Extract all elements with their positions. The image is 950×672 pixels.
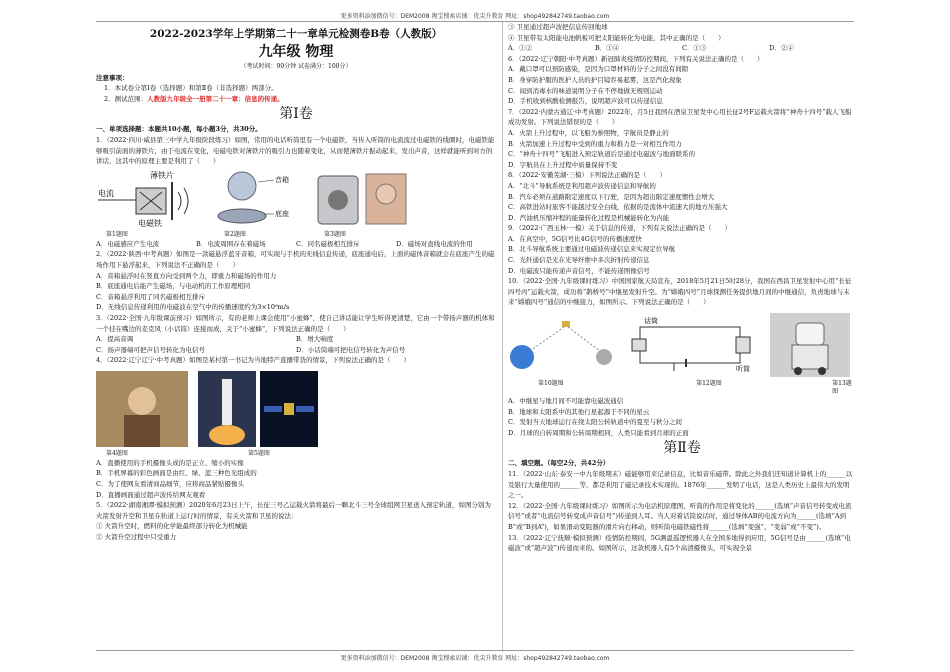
option-2d[interactable]: D．无线信息传递利用的电磁波在空气中的传播速度约为3×10⁸m/s (96, 303, 290, 312)
question-8: 8．（2022·安徽芜湖·三模）下列说法正确的是（ ） (508, 171, 667, 180)
question-4: 4．（2022·辽宁辽宁·中考真题）如图是某村第一书记为当地特产直播带货的情景，下列说法正确的是（ ） (96, 356, 411, 365)
option-6a[interactable]: A．戴口罩可以预防感染，是因为口罩材料的分子之间没有间隙 (508, 65, 689, 74)
option-3c[interactable]: C．扬声器端可把声信号转化为电信号 (96, 345, 205, 354)
option-4a[interactable]: A．直播使用的手机摄像头成的是正立、缩小的实像 (96, 458, 244, 467)
option-9c[interactable]: C．光纤通信是光在光导纤维中多次折射传递信息 (508, 256, 650, 265)
option-4d[interactable]: D．直播画面通过超声波传给网友观看 (96, 490, 206, 499)
section-2-title: 第Ⅱ卷 (663, 440, 701, 457)
question-7: 7．（2022·内蒙古通辽·中考真题）2022年，月5日我国在酒泉卫星发中心用长征2号F运载火箭将“神舟十四号”载人飞船成功发射。下列说法错误的是（ ） (508, 107, 852, 127)
figure-captions-10-13 (508, 380, 856, 396)
option-9a[interactable]: A．在真空中，5G信号比4G信号的传播速度快 (508, 234, 642, 243)
options-3 (96, 334, 496, 355)
figure-10-relay-satellite (508, 313, 618, 377)
option-1a[interactable]: A．电磁感应产生电流 (96, 239, 160, 248)
caption-fig-12: 第12题图 (696, 380, 722, 388)
note-2-prefix: 2．测试范围： (104, 94, 148, 103)
figure-2-maglev-speaker (214, 170, 304, 228)
question-10: 10．（2022·全国·九年级课时练习）中国国家航天局宣布，2018年5月21日5时28分，我国在西昌卫星发射中心用“长征四号丙”运载火箭，成功将“鹊桥号”中继星发射升空。为“嫦娥四号”月球探测任务提供地月间的中继通信，负责地球与未来“嫦娥四号”通信的中继接力，如图所示。下列说法正确的是（ ） (508, 277, 852, 307)
question-6: 6．（2022·辽宁朝阳·中考真题）新冠肺炎疫情防控期间，下列有关说法正确的是（ ） (508, 54, 764, 63)
question-2: 2．（2022·陕西·中考真题）如图是一款磁悬浮蓝牙音箱，可实现与手机的无线信息传递，底座通电后，上面的磁体音箱就会在底座产生的磁场作用下悬浮起来，下列说法不正确的是（ ） (96, 250, 495, 269)
header-watermark: 更多资料添加微信号：DEM2008 淘宝搜索店铺：优尖升教育 网址：shop492842749.taobao.com (340, 13, 610, 20)
option-7a[interactable]: A．火箭上升过程中，以飞船为参照物，宇航员是静止的 (508, 128, 669, 137)
caption-fig-13: 第13题图 (832, 380, 852, 396)
option-10c[interactable]: C．发射当天地球运行在绕太阳公转轨道中的夏至与秋分之间 (508, 418, 682, 427)
figure-12-telephone-circuit (624, 313, 764, 377)
option-5b[interactable]: B．①④ (595, 44, 620, 53)
option-6b[interactable]: B．身穿防护服的医护人员的护目镜容易起雾，这是汽化现象 (508, 75, 682, 84)
question-1: 1．（2022·四川·威县第三中学九年级阶段练习）如图，常用的电话听筒里有一个电磁铁，当传入听筒的电流流过电磁铁的线圈时，电磁铁能够吸引前面的薄铁片，由于电流在变化，电磁电铁对薄铁片的吸引力也随着变化，从而使薄铁片振动起来，发出声音，这样就能听到对方的讲话，这其中的原理主要是利用了（ ） (96, 135, 495, 166)
option-1b[interactable]: B．电流周围存在着磁场 (196, 239, 266, 248)
option-8d[interactable]: D．汽油机压缩冲程的能量转化过程是机械能转化为内能 (508, 213, 670, 222)
question-12: 12．（2022·全国·九年级课时练习）如图所示为电话机原理图，听筒的作用是将变化的______(选填“声音信号转变成电流信号”或者“电流信号转变成声音信号”)传递到人耳。当人对着话筒说话时，通过导体AB的电流方向为______(选填“A到B”或“B到A”)，如果滑动变阻器的滑片向右移动，则听筒电磁铁磁性将______(选填“变强”、“变弱”或“不变”)。 (508, 501, 852, 531)
label-microphone: 话筒 (644, 317, 658, 326)
option-5c[interactable]: C．①③ (682, 44, 707, 53)
figures-10-13 (508, 311, 856, 377)
notes-heading: 注意事项： (96, 73, 129, 82)
option-7b[interactable]: B．火箭加速上升过程中受到的重力和推力是一对相互作用力 (508, 139, 682, 148)
option-8c[interactable]: C．高铁进站时旅客不能越过安全白线，依据的是流体中流速大的地方压强大 (508, 203, 728, 212)
options-5 (508, 43, 856, 54)
label-speaker-box: 音箱 (275, 175, 289, 184)
part-1-heading: 一、单项选择题：本题共10小题，每小题3分，共30分。 (96, 125, 262, 134)
option-8b[interactable]: B．汽车必须在道路限定速度以下行驶，是因为超出限定速度惯性会增大 (508, 192, 715, 201)
label-current: 电流 (98, 188, 114, 198)
right-column (508, 22, 856, 650)
option-8a[interactable]: A．“北斗”导航系统是利用超声波传递信息和导航的 (508, 181, 656, 190)
figure-captions-4-5 (96, 450, 496, 458)
figures-1-3 (96, 170, 496, 228)
figure-5-rocket-satellite (198, 371, 318, 447)
caption-fig-2: 第2题图 (224, 230, 246, 238)
statement-5-3: ③ 卫星通过超声波把信息传回地球 (508, 23, 608, 31)
note-2-scope: 人教版九年级全一册第二十一章：信息的传递。 (147, 94, 284, 103)
caption-fig-10: 第10题图 (538, 380, 564, 388)
exam-subject: 九年级 物理 (258, 44, 334, 60)
figures-4-5 (96, 369, 496, 447)
option-7d[interactable]: D．宇航员在上升过程中质量保持不变 (508, 160, 618, 169)
option-2c[interactable]: C．音箱悬浮利用了同名磁极相互排斥 (96, 292, 205, 301)
option-2a[interactable]: A．音箱悬浮时在竖直方向受到两个力，即重力和磁场的作用力 (96, 271, 277, 280)
question-9: 9．（2022·广西玉林·一模）关于信息的传递，下列有关说法正确的是（ ） (508, 224, 732, 233)
figure-4-livestream (96, 371, 188, 447)
exam-time-info: （考试时间：90分钟 试卷满分：100分） (240, 63, 352, 70)
option-10b[interactable]: B．地球和太阳系中的其他行星起源于不同的星云 (508, 407, 650, 416)
footer-watermark: 更多资料添加微信号：DEM2008 淘宝搜索店铺：优尖升教育 网址：shop492842749.taobao.com (340, 655, 610, 662)
part-2-heading: 二、填空题。（每空2分，共42分） (508, 459, 610, 468)
label-base: 底座 (275, 209, 289, 218)
statement-5-1: ① 火箭升空时，燃料的化学能最终部分转化为机械能 (96, 522, 248, 531)
question-5: 5．（2022·湖南湘潭·模拟预测）2020年6月23日上午，长征三号乙运载火箭将最后一颗北斗三号全球组网卫星送入预定轨道，如图分别为火箭发射升空和卫星在轨道上运行时的情景，有关火箭和卫星的说法： (96, 501, 492, 520)
option-10d[interactable]: D．月球的自转周期和公转周期相同，人类只能看到月球的正面 (508, 428, 689, 437)
option-10a[interactable]: A．中继星与地月间不可能靠电磁波通信 (508, 397, 624, 406)
option-3a[interactable]: A．提高音调 (96, 335, 134, 344)
statement-5-4: ④ 卫星带有太阳能电池帆板可把太阳能转化为电能，其中正确的是（ ） (508, 33, 725, 42)
option-9d[interactable]: D．电磁波只能传递声音信号，不能传递图像信号 (508, 266, 650, 275)
options-1 (96, 239, 496, 250)
label-electromagnet: 电磁铁 (138, 218, 162, 228)
note-1: 1．本试卷分第Ⅰ卷（选择题）和第Ⅱ卷（非选择题）两部分。 (104, 84, 278, 93)
option-9b[interactable]: B．北斗导航系统主要通过电磁波传递信息来实现定位导航 (508, 245, 676, 254)
caption-fig-5: 第5题图 (248, 449, 270, 457)
note-2 (96, 94, 496, 105)
question-3: 3．（2022·全国·九年级课前预习）如图所示，有的老师上课会使用“小蜜蜂”，使自己讲话能让学生听得更清楚，它由一个带扬声器的机体和一个挂在嘴边的麦克风（小话筒）连接而成，关于“小蜜蜂”，下列说法正确的是（ ） (96, 313, 495, 333)
question-11: 11．（2022·山东·泰安一中九年级期末）磁能够用来记录信息，比如音乐磁带。除此之外我们还知道计算机上的______以及银行大量使用的______等，都是利用了磁记录技术实现的。1876年______发明了电话，这是人类历史上最伟大的发明之一。 (508, 470, 853, 500)
caption-fig-1: 第1题图 (106, 230, 128, 238)
question-13: 13．（2022·辽宁抚顺·模拟预测）疫情防控期间，5G测温巡逻机器人在全国多地得到应用，5G信号是由______(选填“电磁波”或“超声波”)传递而来的。如图所示，这款机器人有5个高清摄像头，可实现全景 (508, 533, 851, 553)
option-4b[interactable]: B．手机屏幕的彩色画面是由红、绿、蓝三种色光组成的 (96, 469, 257, 478)
option-5a[interactable]: A．①② (508, 44, 533, 53)
option-2b[interactable]: B．底座通电后能产生磁场，与电动机的工作原理相同 (96, 282, 251, 291)
option-6c[interactable]: C．闻到消毒水的味道说明分子在不停地做无规则运动 (508, 86, 663, 95)
left-column (96, 22, 496, 650)
exam-title: 2022-2023学年上学期第二十一章单元检测卷B卷（人教版） (149, 28, 443, 40)
figure-captions-1-3 (96, 231, 496, 239)
option-4c[interactable]: C．为了使网友看清商品细节，应将商品紧贴摄像头 (96, 480, 244, 489)
column-divider (502, 22, 503, 652)
option-6d[interactable]: D．手机收到核酸检测报告，说明超声波可以传递信息 (508, 97, 663, 106)
caption-fig-4: 第4题图 (106, 449, 128, 457)
label-iron-sheet: 薄铁片 (150, 170, 174, 180)
option-7c[interactable]: C．“神舟十四号”飞船进入预定轨道后是通过电磁波与地面联系的 (508, 150, 696, 159)
option-3b[interactable]: B．增大响度 (296, 335, 334, 344)
option-3d[interactable]: D．小话筒端可把电信号转化为声信号 (296, 345, 406, 354)
statement-5-2: ② 火箭升空过程中只受重力 (96, 533, 177, 542)
option-1c[interactable]: C．同名磁极相互排斥 (296, 239, 360, 248)
caption-fig-3: 第3题图 (324, 230, 346, 238)
option-5d[interactable]: D．②④ (769, 44, 794, 53)
figure-13-patrol-robot (770, 313, 850, 377)
footer-rule (96, 650, 854, 651)
figure-3-little-bee-mic (314, 170, 410, 228)
figure-1-earpiece (96, 170, 204, 228)
option-1d[interactable]: D．磁场对直线电流的作用 (396, 239, 473, 248)
section-1-title: 第Ⅰ卷 (279, 106, 313, 123)
label-earpiece: 听筒 (736, 365, 750, 374)
